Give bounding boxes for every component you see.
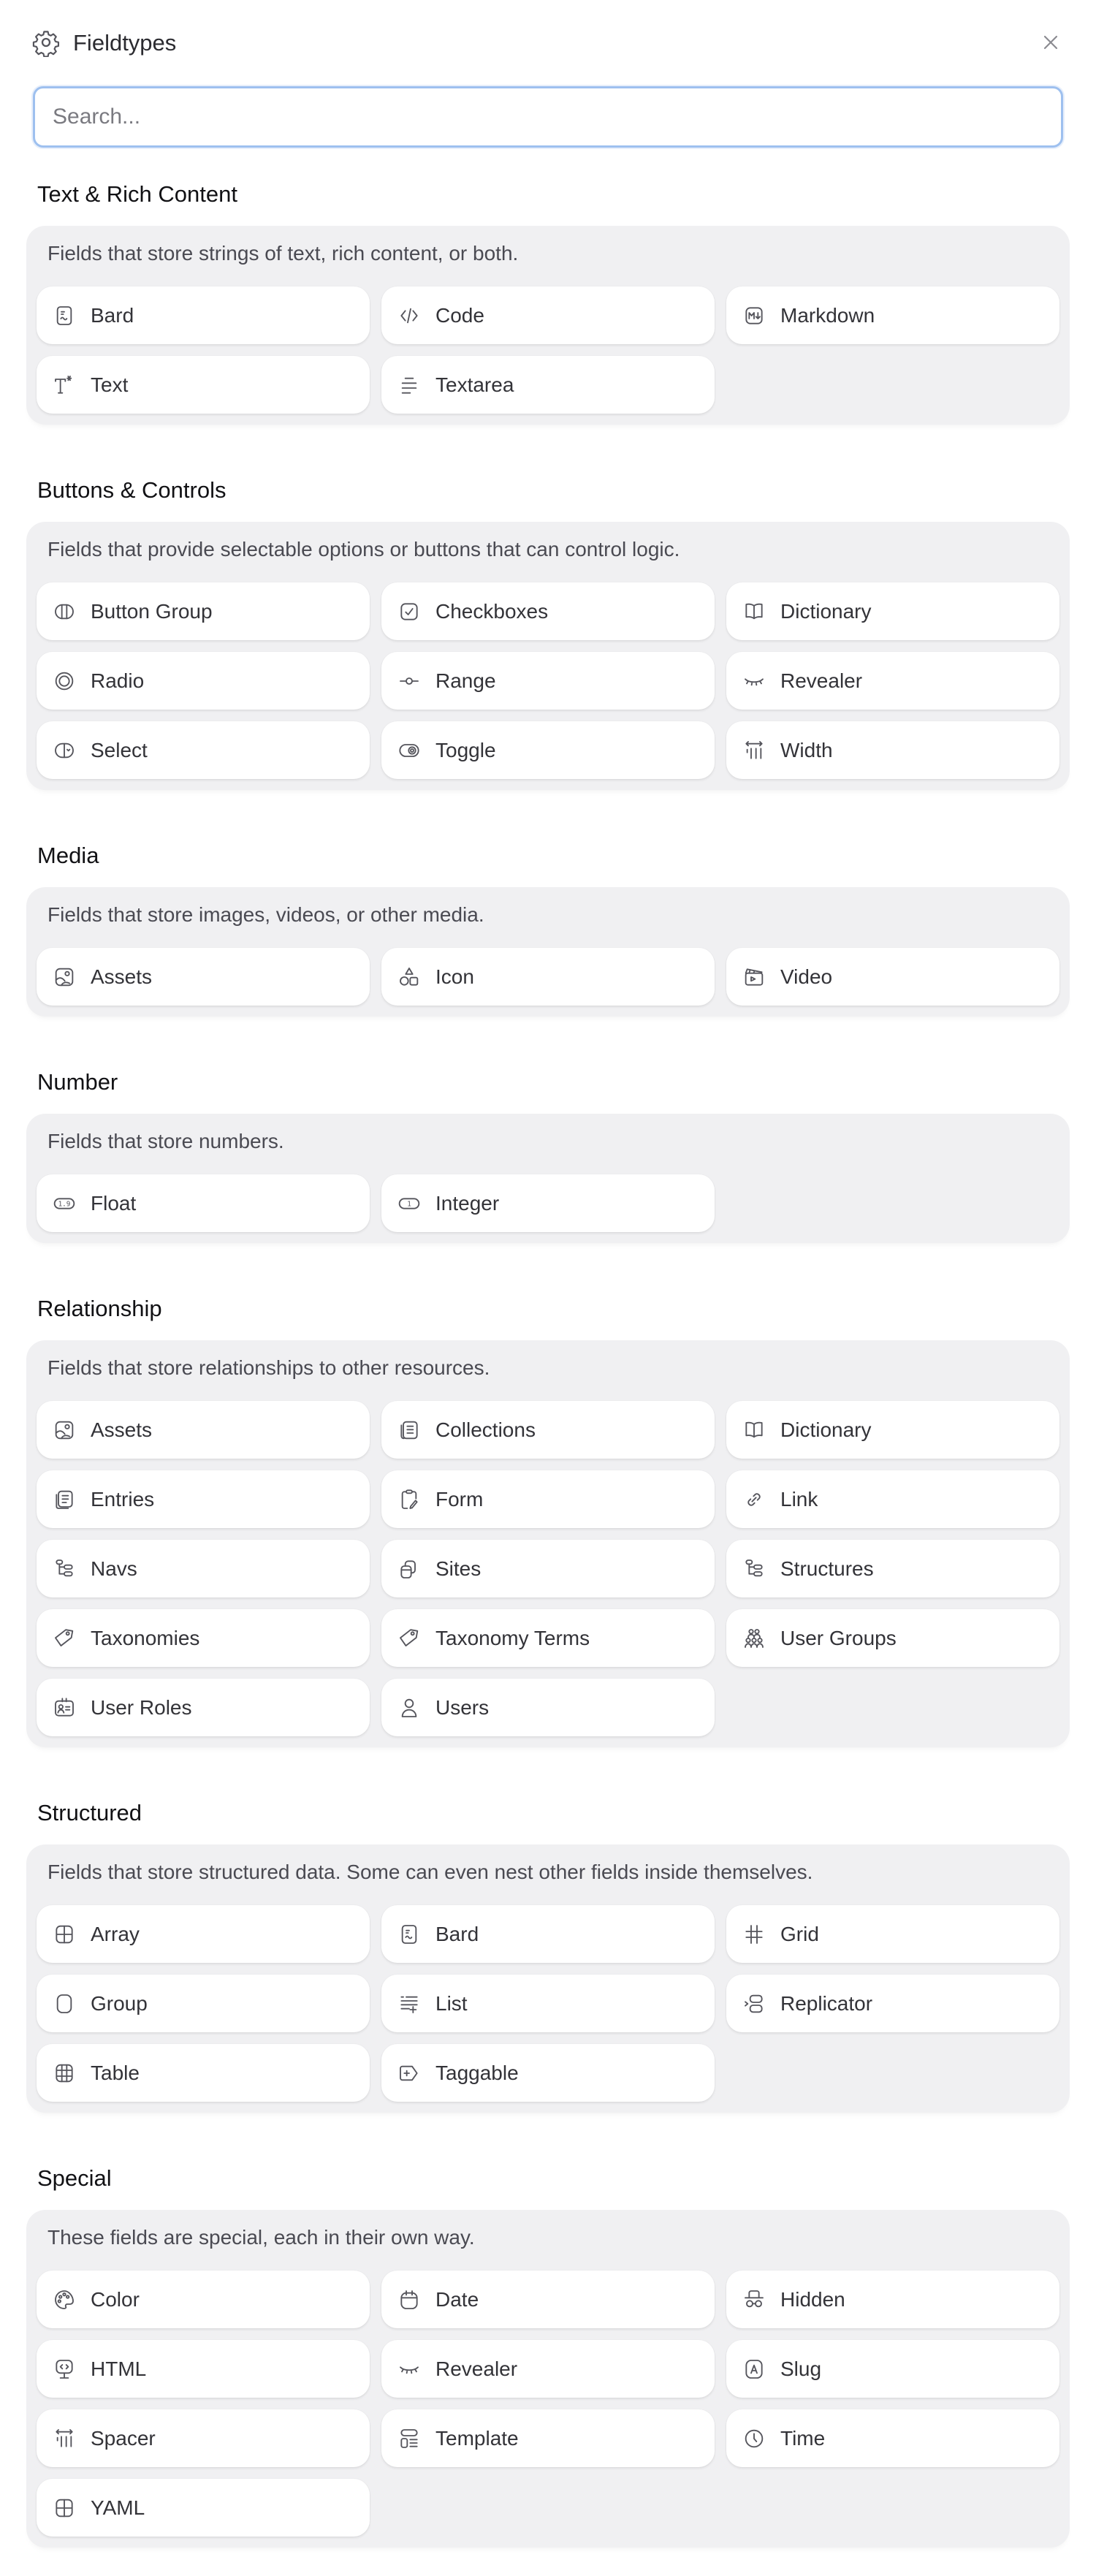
- structures-icon: [742, 1557, 766, 1581]
- fieldtype-hidden-button[interactable]: [726, 2271, 1059, 2328]
- section-title: Number: [37, 1069, 118, 1095]
- fieldtype-label: User Groups: [780, 1626, 897, 1649]
- link-icon: [742, 1488, 766, 1511]
- fieldtype-label: Table: [91, 2061, 140, 2084]
- fieldtype-revealer-button[interactable]: [381, 2340, 715, 2398]
- fieldtype-label: Checkboxes: [435, 599, 549, 623]
- taxonomies-icon: [53, 1627, 76, 1650]
- spacer-icon: [53, 2427, 76, 2450]
- fieldtype-label: Select: [91, 738, 148, 761]
- fieldtype-color-button[interactable]: [37, 2271, 370, 2328]
- fieldtype-assets-button[interactable]: [37, 1401, 370, 1459]
- fieldtype-label: Revealer: [435, 2357, 518, 2380]
- hidden-icon: [742, 2288, 766, 2311]
- fieldtype-label: Sites: [435, 1557, 482, 1580]
- fieldtype-structures-button[interactable]: [726, 1540, 1059, 1597]
- svg-text:1: 1: [407, 1199, 411, 1208]
- fieldtype-grid: [37, 1401, 1059, 1736]
- assets-icon: [53, 965, 76, 989]
- fieldtype-label: Taxonomies: [91, 1626, 200, 1649]
- yaml-icon: [53, 2496, 76, 2520]
- gear-icon: [31, 28, 61, 57]
- fieldtype-list-button[interactable]: [381, 1975, 715, 2032]
- fieldtype-label: Navs: [91, 1557, 137, 1580]
- fieldtype-label: Template: [435, 2426, 519, 2450]
- section-description: Fields that provide selectable options or buttons that can control logic.: [47, 538, 680, 561]
- section-title: Text & Rich Content: [37, 181, 237, 207]
- fieldtype-time-button[interactable]: [726, 2409, 1059, 2467]
- fieldtype-label: Entries: [91, 1487, 155, 1511]
- fieldtype-checkboxes-button[interactable]: [381, 582, 715, 640]
- fieldtype-sections: [0, 181, 1096, 2547]
- fieldtype-link-button[interactable]: [726, 1470, 1059, 1528]
- code-icon: [397, 304, 421, 327]
- fieldtype-video-button[interactable]: [726, 948, 1059, 1006]
- fieldtype-label: Replicator: [780, 1991, 873, 2015]
- fieldtype-label: Bard: [435, 1922, 479, 1945]
- fieldtype-navs-button[interactable]: [37, 1540, 370, 1597]
- date-icon: [397, 2288, 421, 2311]
- section-buttons-controls: [0, 477, 1096, 790]
- section-description: Fields that store images, videos, or other media.: [47, 903, 484, 926]
- section-media: [0, 843, 1096, 1017]
- fieldtype-assets-button[interactable]: [37, 948, 370, 1006]
- taxonomy-terms-icon: [397, 1627, 421, 1650]
- icon-icon: [397, 965, 421, 989]
- user-roles-icon: [53, 1696, 76, 1720]
- fieldtype-collections-button[interactable]: [381, 1401, 715, 1459]
- fieldtype-label: Array: [91, 1922, 140, 1945]
- users-icon: [397, 1696, 421, 1720]
- fieldtype-label: Users: [435, 1695, 490, 1719]
- fieldtype-array-button[interactable]: [37, 1905, 370, 1963]
- fieldtype-label: List: [435, 1991, 468, 2015]
- fieldtype-label: Collections: [435, 1418, 536, 1441]
- fieldtype-label: Spacer: [91, 2426, 156, 2450]
- dictionary-icon: [742, 600, 766, 623]
- checkboxes-icon: [397, 600, 421, 623]
- fieldtype-label: Text: [91, 373, 129, 396]
- fieldtype-label: Group: [91, 1991, 148, 2015]
- fieldtype-label: Time: [780, 2426, 826, 2450]
- fieldtype-user-roles-button[interactable]: [37, 1679, 370, 1736]
- entries-icon: [53, 1488, 76, 1511]
- fieldtype-label: Assets: [91, 965, 153, 988]
- fieldtype-label: Textarea: [435, 373, 514, 396]
- section-panel: [26, 1340, 1070, 1747]
- fieldtype-group-button[interactable]: [37, 1975, 370, 2032]
- fieldtype-text-button[interactable]: [37, 356, 370, 414]
- collections-icon: [397, 1418, 421, 1442]
- fieldtype-taxonomies-button[interactable]: [37, 1609, 370, 1667]
- section-number: [0, 1069, 1096, 1243]
- fieldtype-spacer-button[interactable]: [37, 2409, 370, 2467]
- fieldtype-grid: [37, 1905, 1059, 2102]
- search-input[interactable]: [33, 86, 1063, 148]
- fieldtype-entries-button[interactable]: [37, 1470, 370, 1528]
- section-panel: [26, 1844, 1070, 2113]
- user-groups-icon: [742, 1627, 766, 1650]
- fieldtype-grid: [37, 2271, 1059, 2537]
- fieldtype-range-button[interactable]: [381, 652, 715, 710]
- fieldtype-grid: [37, 286, 1059, 414]
- fieldtype-icon-button[interactable]: [381, 948, 715, 1006]
- group-icon: [53, 1992, 76, 2015]
- fieldtype-label: Radio: [91, 669, 145, 692]
- fieldtype-label: Structures: [780, 1557, 874, 1580]
- fieldtype-integer-button[interactable]: [381, 1174, 715, 1232]
- section-description: Fields that store strings of text, rich content, or both.: [47, 242, 519, 265]
- fieldtype-grid: [37, 582, 1059, 779]
- markdown-icon: [742, 304, 766, 327]
- fieldtype-button-group-button[interactable]: [37, 582, 370, 640]
- section-title: Buttons & Controls: [37, 477, 227, 503]
- fieldtype-label: Video: [780, 965, 833, 988]
- fieldtype-width-button[interactable]: [726, 721, 1059, 779]
- fieldtype-grid-button[interactable]: [726, 1905, 1059, 1963]
- section-panel: [26, 1114, 1070, 1243]
- fieldtype-label: Revealer: [780, 669, 863, 692]
- fieldtype-label: Assets: [91, 1418, 153, 1441]
- replicator-icon: [742, 1992, 766, 2015]
- textarea-icon: [397, 373, 421, 397]
- integer-icon: [397, 1192, 421, 1215]
- assets-icon: [53, 1418, 76, 1442]
- text-icon: [53, 373, 76, 397]
- fieldtype-label: Color: [91, 2287, 140, 2311]
- fieldtype-label: Grid: [780, 1922, 819, 1945]
- radio-icon: [53, 669, 76, 693]
- fieldtype-label: Range: [435, 669, 496, 692]
- form-icon: [397, 1488, 421, 1511]
- fieldtype-slug-button[interactable]: [726, 2340, 1059, 2398]
- revealer-icon: [397, 2357, 421, 2381]
- fieldtype-users-button[interactable]: [381, 1679, 715, 1736]
- fieldtype-html-button[interactable]: [37, 2340, 370, 2398]
- taggable-icon: [397, 2062, 421, 2085]
- fieldtype-label: Hidden: [780, 2287, 845, 2311]
- fieldtype-label: Toggle: [435, 738, 496, 761]
- fieldtype-label: Date: [435, 2287, 479, 2311]
- fieldtype-label: Link: [780, 1487, 818, 1511]
- revealer-icon: [742, 669, 766, 693]
- fieldtype-date-button[interactable]: [381, 2271, 715, 2328]
- section-description: Fields that store structured data. Some can even nest other fields inside themselves.: [47, 1861, 813, 1883]
- fieldtype-markdown-button[interactable]: [726, 286, 1059, 344]
- fieldtype-label: HTML: [91, 2357, 147, 2380]
- fieldtype-taxonomy-terms-button[interactable]: [381, 1609, 715, 1667]
- float-icon: [53, 1192, 76, 1215]
- close-icon[interactable]: [1039, 31, 1062, 54]
- fieldtype-label: Taxonomy Terms: [435, 1626, 590, 1649]
- list-icon: [397, 1992, 421, 2015]
- fieldtype-dictionary-button[interactable]: [726, 582, 1059, 640]
- section-relationship: [0, 1296, 1096, 1747]
- bard-icon: [53, 304, 76, 327]
- section-text-rich-content: [0, 181, 1096, 425]
- fieldtype-replicator-button[interactable]: [726, 1975, 1059, 2032]
- fieldtype-taggable-button[interactable]: [381, 2044, 715, 2102]
- fieldtype-label: Icon: [435, 965, 474, 988]
- fieldtype-float-button[interactable]: [37, 1174, 370, 1232]
- slug-icon: [742, 2357, 766, 2381]
- section-title: Structured: [37, 1800, 142, 1825]
- template-icon: [397, 2427, 421, 2450]
- dictionary-icon: [742, 1418, 766, 1442]
- array-icon: [53, 1923, 76, 1946]
- section-description: Fields that store relationships to other resources.: [47, 1356, 490, 1379]
- fieldtype-label: Button Group: [91, 599, 213, 623]
- section-panel: [26, 887, 1070, 1017]
- section-panel: [26, 522, 1070, 790]
- fieldtype-label: User Roles: [91, 1695, 192, 1719]
- section-title: Relationship: [37, 1296, 162, 1321]
- width-icon: [742, 739, 766, 762]
- fieldtype-label: YAML: [91, 2496, 145, 2519]
- dialog-title: Fieldtypes: [73, 30, 177, 56]
- section-panel: [26, 226, 1070, 425]
- fieldtype-grid: [37, 948, 1059, 1006]
- fieldtype-label: Slug: [780, 2357, 822, 2380]
- fieldtype-table-button[interactable]: [37, 2044, 370, 2102]
- fieldtype-bard-button[interactable]: [37, 286, 370, 344]
- section-description: These fields are special, each in their own way.: [47, 2226, 475, 2249]
- search-container: [0, 86, 1096, 149]
- bard-icon: [397, 1923, 421, 1946]
- fieldtype-radio-button[interactable]: [37, 652, 370, 710]
- navs-icon: [53, 1557, 76, 1581]
- fieldtype-yaml-button[interactable]: [37, 2479, 370, 2537]
- table-icon: [53, 2062, 76, 2085]
- select-icon: [53, 739, 76, 762]
- fieldtype-dictionary-button[interactable]: [726, 1401, 1059, 1459]
- fieldtype-textarea-button[interactable]: [381, 356, 715, 414]
- fieldtype-revealer-button[interactable]: [726, 652, 1059, 710]
- fieldtype-label: Bard: [91, 303, 134, 327]
- section-structured: [0, 1800, 1096, 2113]
- sites-icon: [397, 1557, 421, 1581]
- fieldtype-label: Form: [435, 1487, 484, 1511]
- fieldtype-grid: [37, 1174, 1059, 1232]
- button-group-icon: [53, 600, 76, 623]
- fieldtype-label: Width: [780, 738, 833, 761]
- section-title: Media: [37, 843, 99, 868]
- fieldtype-label: Dictionary: [780, 599, 872, 623]
- fieldtype-sites-button[interactable]: [381, 1540, 715, 1597]
- fieldtype-toggle-button[interactable]: [381, 721, 715, 779]
- color-icon: [53, 2288, 76, 2311]
- time-icon: [742, 2427, 766, 2450]
- section-title: Special: [37, 2165, 112, 2191]
- fieldtype-label: Taggable: [435, 2061, 519, 2084]
- fieldtype-template-button[interactable]: [381, 2409, 715, 2467]
- fieldtype-label: Float: [91, 1191, 137, 1215]
- dialog-header: [0, 0, 1096, 86]
- fieldtype-label: Code: [435, 303, 484, 327]
- fieldtype-select-button[interactable]: [37, 721, 370, 779]
- fieldtype-form-button[interactable]: [381, 1470, 715, 1528]
- fieldtype-label: Markdown: [780, 303, 875, 327]
- section-special: [0, 2165, 1096, 2547]
- grid-icon: [742, 1923, 766, 1946]
- video-icon: [742, 965, 766, 989]
- fieldtype-bard-button[interactable]: [381, 1905, 715, 1963]
- fieldtype-label: Integer: [435, 1191, 500, 1215]
- section-description: Fields that store numbers.: [47, 1130, 284, 1152]
- svg-text:1.9: 1.9: [58, 1199, 71, 1208]
- section-panel: [26, 2210, 1070, 2547]
- range-icon: [397, 669, 421, 693]
- html-icon: [53, 2357, 76, 2381]
- fieldtype-user-groups-button[interactable]: [726, 1609, 1059, 1667]
- fieldtype-label: Dictionary: [780, 1418, 872, 1441]
- fieldtype-code-button[interactable]: [381, 286, 715, 344]
- toggle-icon: [397, 739, 421, 762]
